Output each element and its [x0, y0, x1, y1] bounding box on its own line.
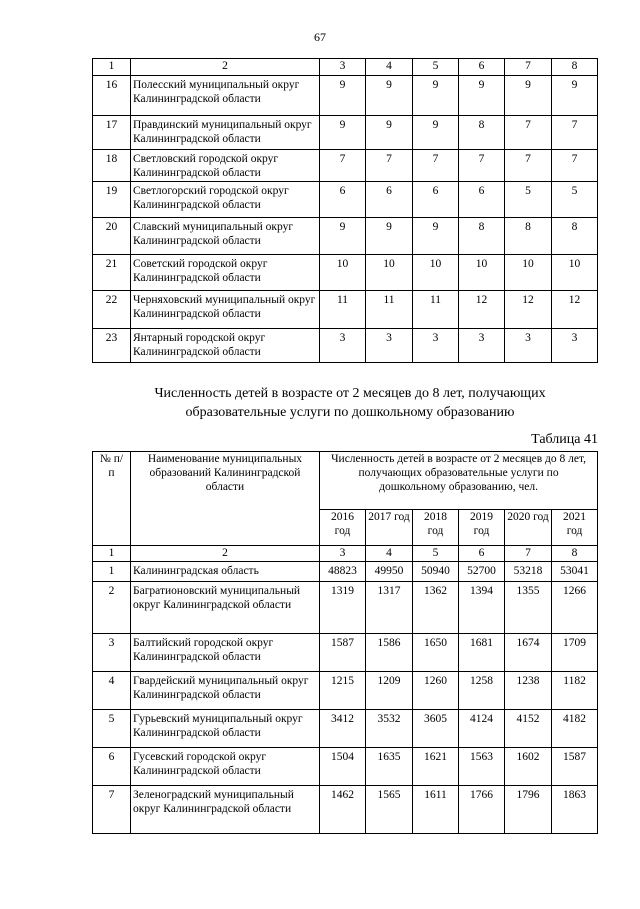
index-cell: 7 [505, 546, 552, 562]
row-value: 7 [552, 150, 598, 182]
row-value: 5 [505, 182, 552, 218]
row-number: 20 [93, 218, 131, 255]
index-cell: 2 [131, 546, 320, 562]
row-value: 10 [459, 255, 505, 291]
row-value: 9 [413, 76, 459, 116]
row-value: 1621 [413, 748, 459, 786]
row-value: 1650 [413, 634, 459, 672]
row-value: 9 [320, 76, 366, 116]
table-index-row [93, 59, 598, 76]
row-name: Славский муниципальный округ Калининградской области [131, 218, 320, 255]
row-value: 6 [320, 182, 366, 218]
row-number: 22 [93, 291, 131, 329]
row-value: 4182 [552, 710, 598, 748]
row-value: 1565 [366, 786, 413, 834]
row-value: 1586 [366, 634, 413, 672]
row-value: 10 [552, 255, 598, 291]
row-value: 3605 [413, 710, 459, 748]
row-value: 3 [505, 329, 552, 363]
row-value: 6 [459, 182, 505, 218]
row-name: Янтарный городской округ Калининградской области [131, 329, 320, 363]
row-value: 6 [413, 182, 459, 218]
row-number: 16 [93, 76, 131, 116]
table-row [93, 634, 598, 672]
group-header: Численность детей в возрасте от 2 месяцев до 8 лет, получающих образовательные услуги по дошкольному образованию, чел. [320, 452, 598, 510]
row-value: 48823 [320, 562, 366, 582]
row-value: 10 [366, 255, 413, 291]
row-value: 1796 [505, 786, 552, 834]
row-value: 1215 [320, 672, 366, 710]
row-value: 7 [552, 116, 598, 150]
row-value: 9 [366, 116, 413, 150]
section-heading-line1: Численность детей в возрасте от 2 месяцев до 8 лет, получающих [154, 386, 546, 401]
row-value: 1674 [505, 634, 552, 672]
row-value: 12 [459, 291, 505, 329]
row-value: 1863 [552, 786, 598, 834]
row-number: 2 [93, 582, 131, 634]
table-row [93, 748, 598, 786]
index-cell: 1 [93, 546, 131, 562]
row-value: 9 [320, 218, 366, 255]
row-value: 12 [552, 291, 598, 329]
row-name: Советский городской округ Калининградской области [131, 255, 320, 291]
row-value: 9 [366, 218, 413, 255]
table-index-row [93, 546, 598, 562]
row-value: 3532 [366, 710, 413, 748]
row-value: 1504 [320, 748, 366, 786]
row-value: 11 [320, 291, 366, 329]
index-cell: 7 [505, 59, 552, 76]
row-number: 1 [93, 562, 131, 582]
row-value: 53041 [552, 562, 598, 582]
row-value: 7 [459, 150, 505, 182]
row-number: 23 [93, 329, 131, 363]
table-continuation [92, 58, 598, 363]
row-value: 1587 [320, 634, 366, 672]
row-number: 3 [93, 634, 131, 672]
row-value: 3 [413, 329, 459, 363]
row-value: 9 [552, 76, 598, 116]
row-name: Гурьевский муниципальный округ Калининградской области [131, 710, 320, 748]
row-value: 10 [320, 255, 366, 291]
row-number: 18 [93, 150, 131, 182]
row-value: 3 [320, 329, 366, 363]
year-header: 2019 год [459, 510, 505, 546]
row-value: 1238 [505, 672, 552, 710]
table-row [93, 218, 598, 255]
page-number: 67 [314, 30, 326, 44]
row-value: 11 [366, 291, 413, 329]
row-value: 1258 [459, 672, 505, 710]
row-value: 11 [413, 291, 459, 329]
row-value: 4152 [505, 710, 552, 748]
index-cell: 1 [93, 59, 131, 76]
row-value: 3 [552, 329, 598, 363]
row-value: 3412 [320, 710, 366, 748]
table-row [93, 255, 598, 291]
year-header: 2021 год [552, 510, 598, 546]
row-value: 1182 [552, 672, 598, 710]
index-cell: 6 [459, 59, 505, 76]
index-cell: 3 [320, 59, 366, 76]
row-value: 1317 [366, 582, 413, 634]
row-value: 1209 [366, 672, 413, 710]
table-row [93, 562, 598, 582]
row-value: 8 [459, 218, 505, 255]
table-row [93, 786, 598, 834]
row-value: 50940 [413, 562, 459, 582]
row-value: 1462 [320, 786, 366, 834]
row-value: 1602 [505, 748, 552, 786]
table-row [93, 672, 598, 710]
row-name: Светлогорский городской округ Калининградской области [131, 182, 320, 218]
row-value: 7 [505, 150, 552, 182]
table-row [93, 150, 598, 182]
index-cell: 3 [320, 546, 366, 562]
index-cell: 4 [366, 546, 413, 562]
row-number: 6 [93, 748, 131, 786]
row-value: 9 [366, 76, 413, 116]
row-value: 1587 [552, 748, 598, 786]
row-value: 10 [505, 255, 552, 291]
row-value: 1355 [505, 582, 552, 634]
year-header: 2020 год [505, 510, 552, 546]
row-value: 1563 [459, 748, 505, 786]
table-row [93, 116, 598, 150]
table-41 [92, 451, 598, 834]
table-label: Таблица 41 [531, 432, 598, 447]
row-name: Правдинский муниципальный округ Калининградской области [131, 116, 320, 150]
row-name: Черняховский муниципальный округ Калининградской области [131, 291, 320, 329]
row-value: 1266 [552, 582, 598, 634]
row-value: 9 [413, 116, 459, 150]
index-cell: 5 [413, 59, 459, 76]
year-header: 2016 год [320, 510, 366, 546]
row-value: 52700 [459, 562, 505, 582]
row-value: 1319 [320, 582, 366, 634]
row-value: 1766 [459, 786, 505, 834]
row-number: 21 [93, 255, 131, 291]
table-row [93, 710, 598, 748]
index-cell: 6 [459, 546, 505, 562]
table-row [93, 329, 598, 363]
row-number: 7 [93, 786, 131, 834]
row-value: 9 [459, 76, 505, 116]
row-value: 1635 [366, 748, 413, 786]
row-value: 1709 [552, 634, 598, 672]
index-cell: 5 [413, 546, 459, 562]
row-value: 1611 [413, 786, 459, 834]
col-name-header: Наименование муниципальных образований Калининградской области [131, 452, 320, 546]
row-value: 3 [459, 329, 505, 363]
section-heading [60, 384, 640, 422]
index-cell: 8 [552, 546, 598, 562]
row-name: Гвардейский муниципальный округ Калининградской области [131, 672, 320, 710]
row-name: Багратионовский муниципальный округ Калининградской области [131, 582, 320, 634]
row-name: Балтийский городской округ Калининградской области [131, 634, 320, 672]
row-value: 9 [505, 76, 552, 116]
table-row [93, 291, 598, 329]
row-name: Гусевский городской округ Калининградской области [131, 748, 320, 786]
row-name: Калининградская область [131, 562, 320, 582]
row-value: 1362 [413, 582, 459, 634]
row-value: 8 [459, 116, 505, 150]
row-value: 7 [320, 150, 366, 182]
year-header: 2017 год [366, 510, 413, 546]
row-value: 6 [366, 182, 413, 218]
row-value: 53218 [505, 562, 552, 582]
section-heading-line2: образовательные услуги по дошкольному образованию [185, 405, 515, 420]
index-cell: 2 [131, 59, 320, 76]
index-cell: 4 [366, 59, 413, 76]
year-header: 2018 год [413, 510, 459, 546]
row-name: Полесский муниципальный округ Калининградской области [131, 76, 320, 116]
row-value: 9 [320, 116, 366, 150]
row-number: 17 [93, 116, 131, 150]
row-value: 1260 [413, 672, 459, 710]
row-value: 4124 [459, 710, 505, 748]
row-number: 5 [93, 710, 131, 748]
row-value: 5 [552, 182, 598, 218]
row-number: 4 [93, 672, 131, 710]
row-value: 8 [505, 218, 552, 255]
row-value: 7 [366, 150, 413, 182]
row-value: 49950 [366, 562, 413, 582]
row-value: 9 [413, 218, 459, 255]
table-row [93, 76, 598, 116]
row-name: Зеленоградский муниципальный округ Калининградской области [131, 786, 320, 834]
index-cell: 8 [552, 59, 598, 76]
row-value: 7 [505, 116, 552, 150]
row-value: 7 [413, 150, 459, 182]
table-row [93, 582, 598, 634]
table-row [93, 182, 598, 218]
row-value: 3 [366, 329, 413, 363]
col-number-header: № п/п [93, 452, 131, 546]
row-number: 19 [93, 182, 131, 218]
row-name: Светловский городской округ Калининградской области [131, 150, 320, 182]
row-value: 10 [413, 255, 459, 291]
row-value: 8 [552, 218, 598, 255]
row-value: 1681 [459, 634, 505, 672]
row-value: 12 [505, 291, 552, 329]
row-value: 1394 [459, 582, 505, 634]
